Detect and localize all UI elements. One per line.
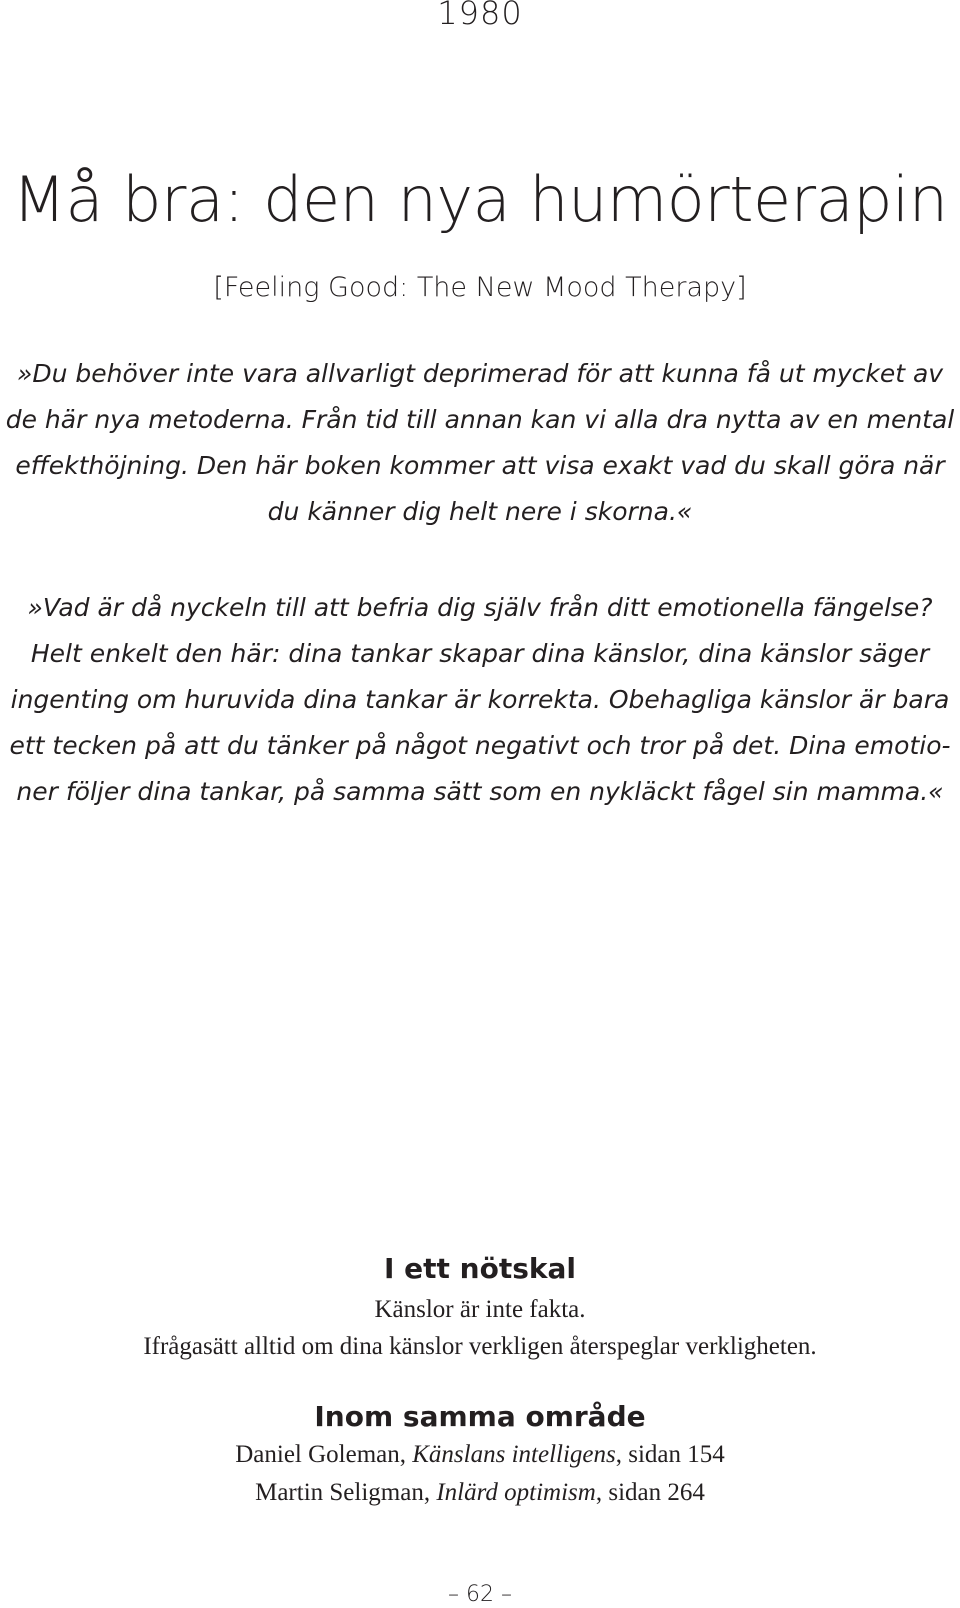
quote-line: ner följer dina tankar, på samma sätt som en nykläckt fågel sin mamma.« (16, 777, 944, 806)
page-number: – 62 – (448, 1582, 512, 1607)
related-reference (0, 1479, 960, 1507)
reference-book-title: Känslans intelligens (412, 1441, 616, 1468)
nutshell-line: Känslor är inte fakta. (374, 1296, 586, 1323)
reference-page: , sidan 154 (615, 1441, 725, 1468)
related-heading: Inom samma område (314, 1400, 646, 1433)
nutshell-line: Ifrågasätt alltid om dina känslor verkligen återspeglar verkligheten. (143, 1333, 817, 1360)
reference-book-title: Inlärd optimism (436, 1479, 596, 1506)
quote-line: ingenting om huruvida dina tankar är korrekta. Obehagliga känslor är bara (10, 685, 950, 714)
quote-line: du känner dig helt nere i skorna.« (267, 497, 693, 526)
reference-author: Martin Seligman, (255, 1479, 437, 1506)
nutshell-heading: I ett nötskal (383, 1252, 576, 1285)
quote-block-2 (0, 585, 960, 815)
reference-page: , sidan 264 (595, 1479, 705, 1506)
quote-block-1 (0, 351, 960, 535)
reference-author: Daniel Goleman, (235, 1441, 413, 1468)
quote-line: effekthöjning. Den här boken kommer att visa exakt vad du skall göra när (15, 451, 945, 480)
quote-line: ett tecken på att du tänker på något negativt och tror på det. Dina emotio- (9, 731, 951, 760)
book-subtitle: [Feeling Good: The New Mood Therapy] (213, 272, 747, 303)
quote-line: »Du behöver inte vara allvarligt deprimerad för att kunna få ut mycket av (16, 359, 944, 388)
related-reference (0, 1441, 960, 1469)
quote-line: Helt enkelt den här: dina tankar skapar dina känslor, dina känslor säger (30, 639, 930, 668)
quote-line: de här nya metoderna. Från tid till annan kan vi alla dra nytta av en mental (5, 405, 955, 434)
year-heading: 1980 (437, 0, 523, 32)
quote-line: »Vad är då nyckeln till att befria dig själv från ditt emotionella fängelse? (27, 593, 933, 622)
book-title: Må bra: den nya humörterapin (12, 163, 948, 236)
